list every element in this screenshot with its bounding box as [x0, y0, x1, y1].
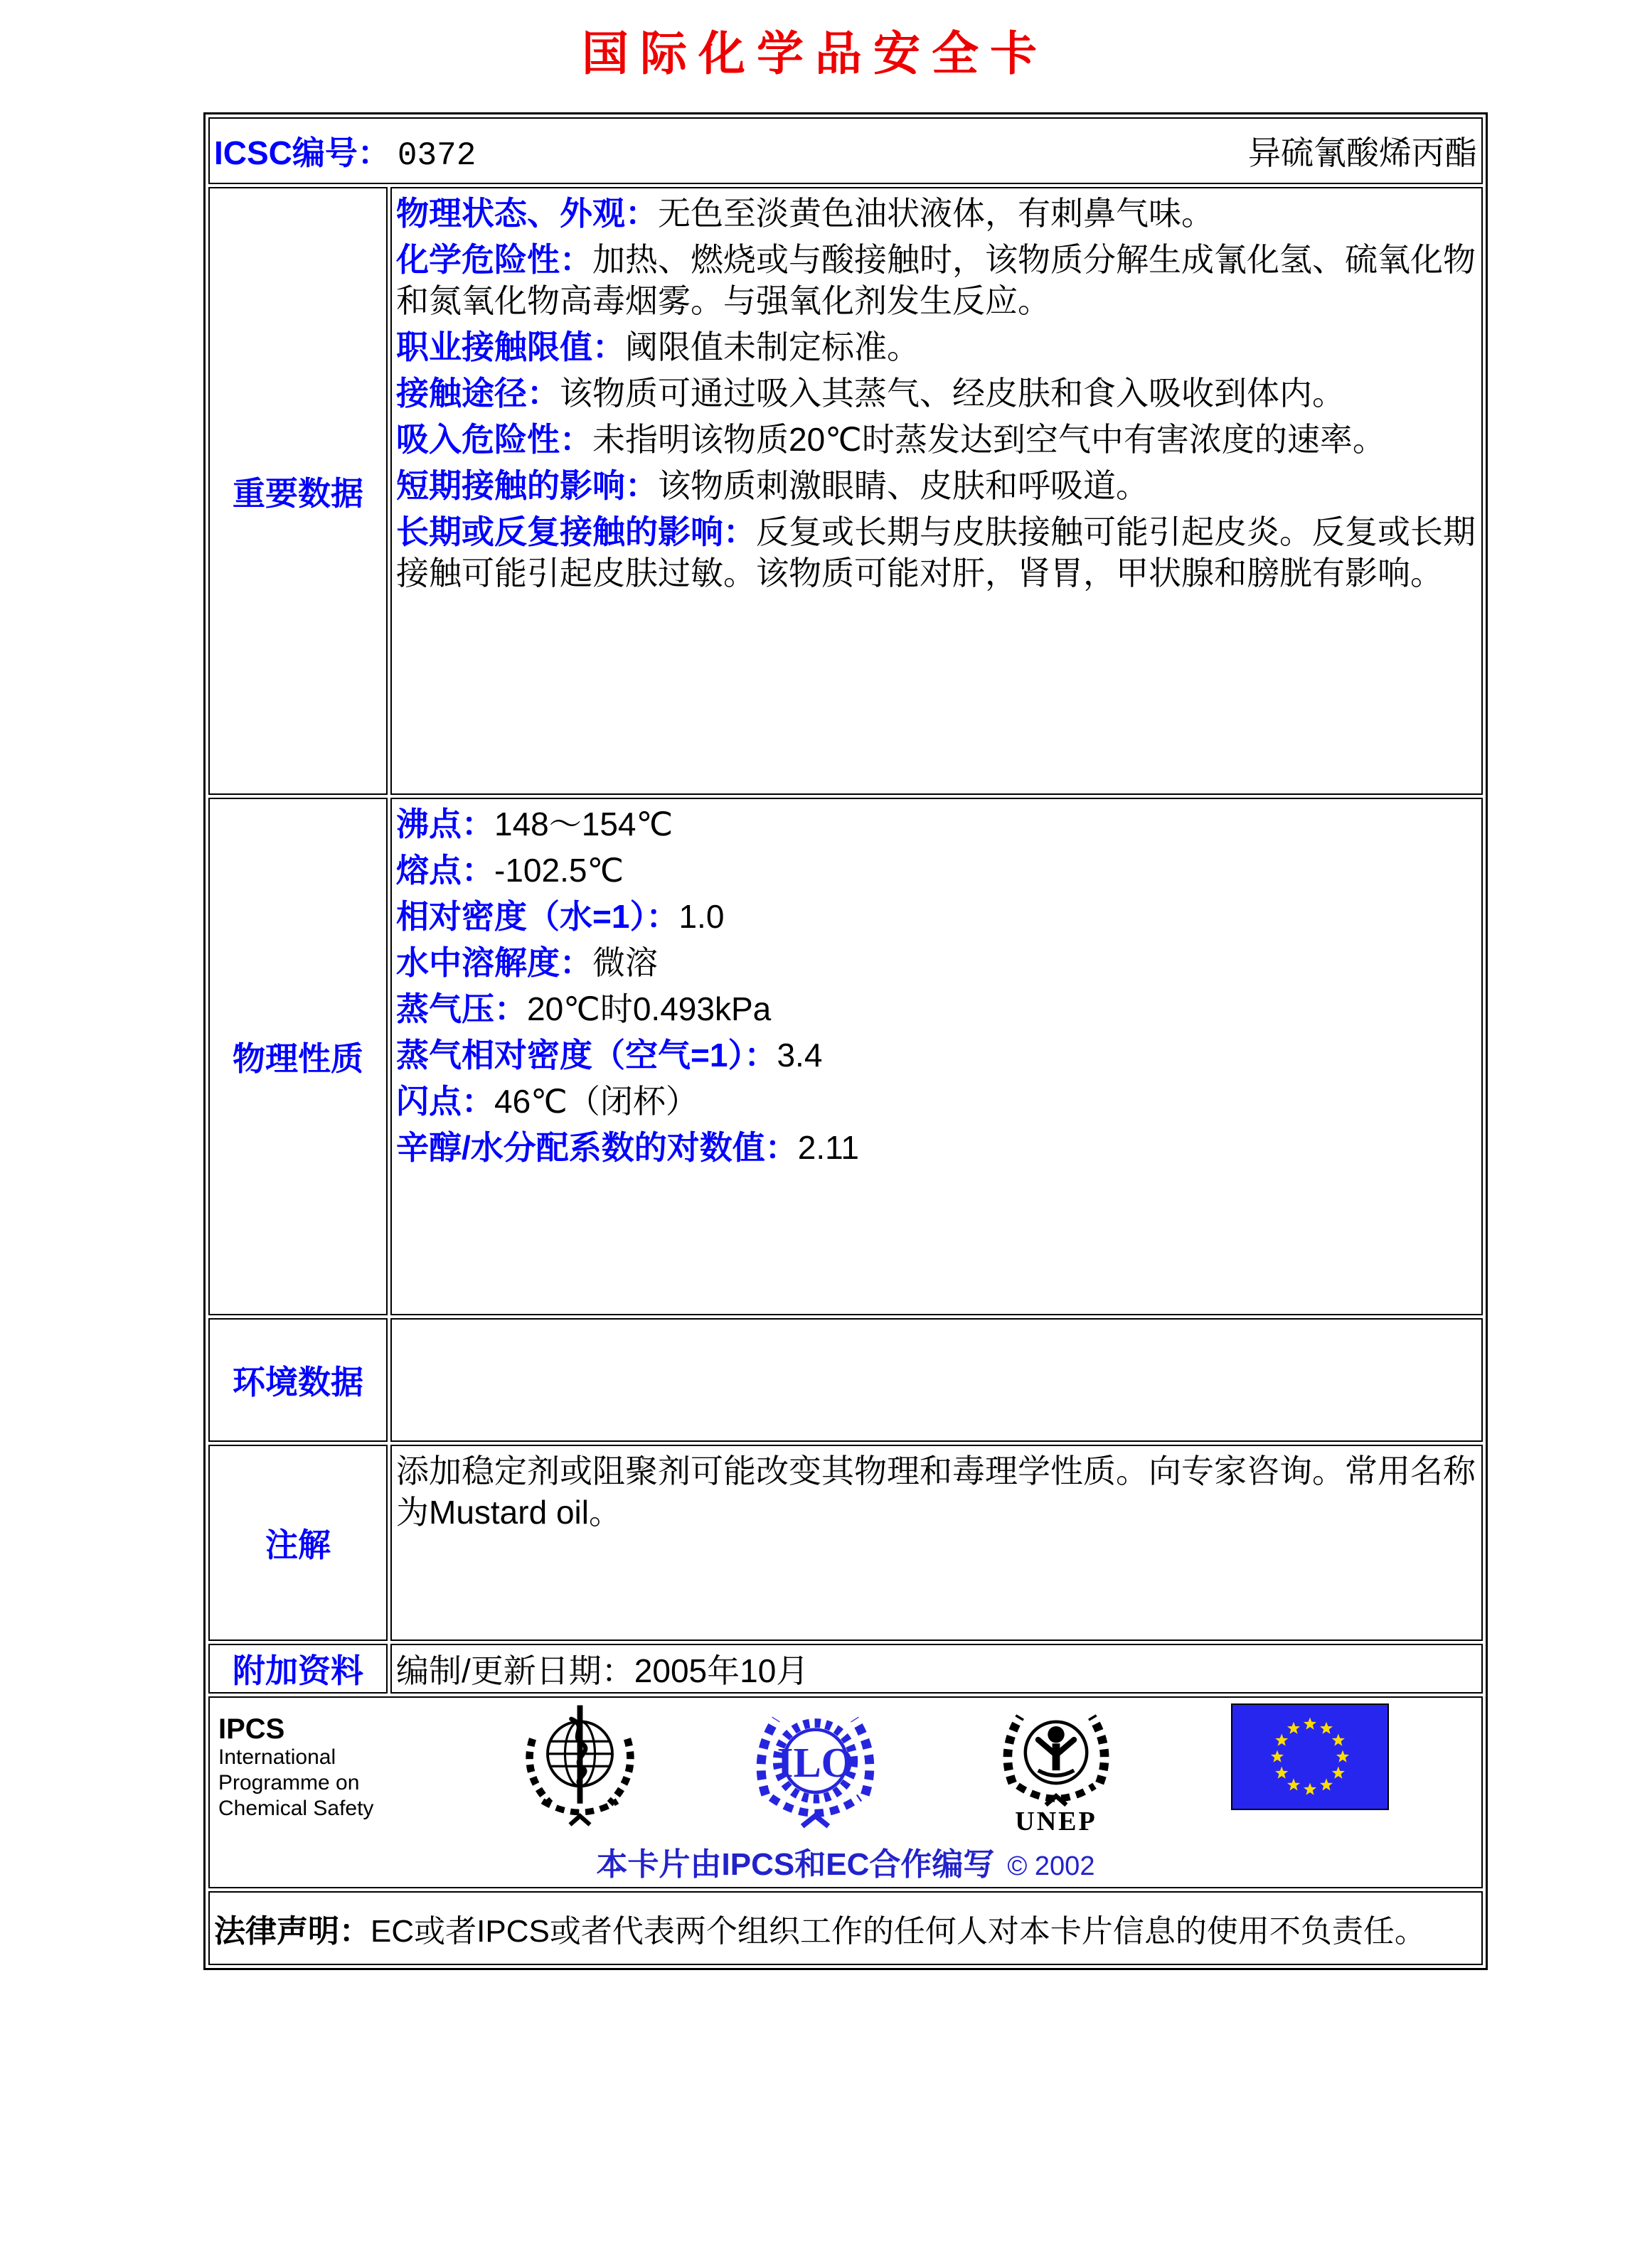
eu-flag-icon: [1231, 1703, 1389, 1814]
field-value: 加热、燃烧或与酸接触时，该物质分解生成氰化氢、硫氧化物和氮氧化物高毒烟雾。与强氧化剂发生反应。: [396, 241, 1476, 319]
field-row: [396, 419, 1477, 460]
field-row: [396, 1081, 1477, 1122]
footer-row: [208, 1696, 1483, 1888]
notes-content: [390, 1445, 1483, 1641]
field-value: 46℃（闭杯）: [494, 1083, 698, 1120]
field-row: [396, 326, 1477, 368]
field-label: 职业接触限值：: [396, 328, 625, 365]
copyright-text: © 2002: [1007, 1851, 1095, 1881]
icsc-number-group: [214, 127, 476, 174]
field-value: 未指明该物质20℃时蒸发达到空气中有害浓度的速率。: [592, 421, 1385, 458]
field-value: 2.11: [797, 1129, 859, 1166]
field-row: [396, 239, 1477, 321]
field-label: 闪点：: [396, 1083, 494, 1120]
ilo-logo-icon: [750, 1703, 881, 1835]
notes-text: 添加稳定剂或阻聚剂可能改变其物理和毒理学性质。向专家咨询。常用名称为Mustard oil。: [396, 1453, 1476, 1531]
field-label: 水中溶解度：: [396, 944, 592, 981]
icsc-table: [203, 112, 1488, 1970]
important-data-content: [390, 187, 1483, 795]
field-value: 该物质刺激眼睛、皮肤和呼吸道。: [658, 467, 1149, 504]
legal-text: EC或者IPCS或者代表两个组织工作的任何人对本卡片信息的使用不负责任。: [371, 1914, 1426, 1949]
field-row: [396, 942, 1477, 983]
environmental-data-row: [208, 1318, 1483, 1442]
field-row: [396, 1127, 1477, 1168]
field-label: 熔点：: [396, 852, 494, 889]
credit-line: [210, 1839, 1481, 1884]
field-label: 蒸气压：: [396, 990, 527, 1027]
field-label: 辛醇/水分配系数的对数值：: [396, 1129, 798, 1166]
unep-label: UNEP: [1015, 1807, 1097, 1836]
additional-info-content: 编制/更新日期：2005年10月: [390, 1644, 1483, 1694]
field-value: 1.0: [678, 898, 725, 935]
field-value: 反复或长期与皮肤接触可能引起皮炎。反复或长期接触可能引起皮肤过敏。该物质可能对肝，肾胃，甲状腺和膀胱有影响。: [396, 513, 1476, 592]
field-label: 接触途径：: [396, 375, 560, 412]
ipcs-subtitle-line: International: [218, 1745, 336, 1769]
additional-info-row: [208, 1644, 1483, 1694]
ipcs-subtitle-line: Programme on: [218, 1771, 360, 1794]
who-logo-icon: [518, 1703, 642, 1835]
header-cell: [208, 117, 1483, 184]
ipcs-title: IPCS: [218, 1713, 285, 1745]
legal-cell: [208, 1891, 1483, 1965]
logos-row: [210, 1698, 1481, 1837]
icsc-number-label: ICSC编号：: [214, 134, 390, 171]
page-title: 国际化学品安全卡: [582, 28, 1048, 80]
credit-text: 本卡片由IPCS和EC合作编写: [596, 1847, 995, 1882]
important-data-row: [208, 187, 1483, 795]
field-row: [396, 988, 1477, 1029]
legal-row: [208, 1891, 1483, 1965]
header-row: [208, 117, 1483, 184]
section-label-additional: 附加资料: [208, 1644, 388, 1694]
field-label: 吸入危险性：: [396, 421, 592, 458]
unep-logo-block: [989, 1703, 1124, 1837]
field-value: 3.4: [777, 1037, 823, 1074]
field-row: [396, 465, 1477, 506]
field-row: [396, 896, 1477, 937]
field-label: 短期接触的影响：: [396, 467, 658, 504]
field-label: 相对密度（水=1）：: [396, 898, 679, 935]
field-value: 阈限值未制定标准。: [625, 328, 920, 365]
physical-properties-row: [208, 798, 1483, 1315]
field-value: 148～154℃: [494, 806, 673, 843]
field-row: [396, 803, 1477, 845]
field-value: 20℃时0.493kPa: [527, 990, 772, 1027]
physical-properties-content: [390, 798, 1483, 1315]
ipcs-text-block: [218, 1703, 410, 1822]
ilo-letters: ILO: [777, 1739, 854, 1786]
icsc-card: [203, 112, 1488, 1970]
field-label: 物理状态、外观：: [396, 195, 658, 232]
field-row: [396, 193, 1477, 234]
section-label-notes: 注解: [208, 1445, 388, 1641]
field-value: -102.5℃: [494, 852, 624, 889]
field-label: 长期或反复接触的影响：: [396, 513, 756, 550]
ipcs-subtitle-line: Chemical Safety: [218, 1797, 374, 1820]
environmental-data-content: [390, 1318, 1483, 1442]
chemical-name: 异硫氰酸烯丙酯: [1248, 134, 1477, 171]
footer-cell: [208, 1696, 1483, 1888]
field-value: 无色至淡黄色油状液体，有刺鼻气味。: [658, 195, 1214, 232]
section-label-important: 重要数据: [208, 187, 388, 795]
field-row: [396, 511, 1477, 594]
section-label-physical: 物理性质: [208, 798, 388, 1315]
field-label: 化学危险性：: [396, 241, 592, 278]
field-label: 沸点：: [396, 806, 494, 843]
field-value: 微溶: [592, 944, 658, 981]
unep-logo-icon: [992, 1703, 1120, 1807]
field-value: 该物质可通过吸入其蒸气、经皮肤和食入吸收到体内。: [560, 375, 1345, 412]
notes-row: [208, 1445, 1483, 1641]
legal-label: 法律声明：: [214, 1914, 371, 1949]
icsc-number-value: 0372: [397, 137, 476, 174]
field-row: [396, 850, 1477, 891]
field-row: [396, 373, 1477, 414]
field-row: [396, 1034, 1477, 1076]
field-label: 蒸气相对密度（空气=1）：: [396, 1037, 777, 1074]
section-label-environmental: 环境数据: [208, 1318, 388, 1442]
